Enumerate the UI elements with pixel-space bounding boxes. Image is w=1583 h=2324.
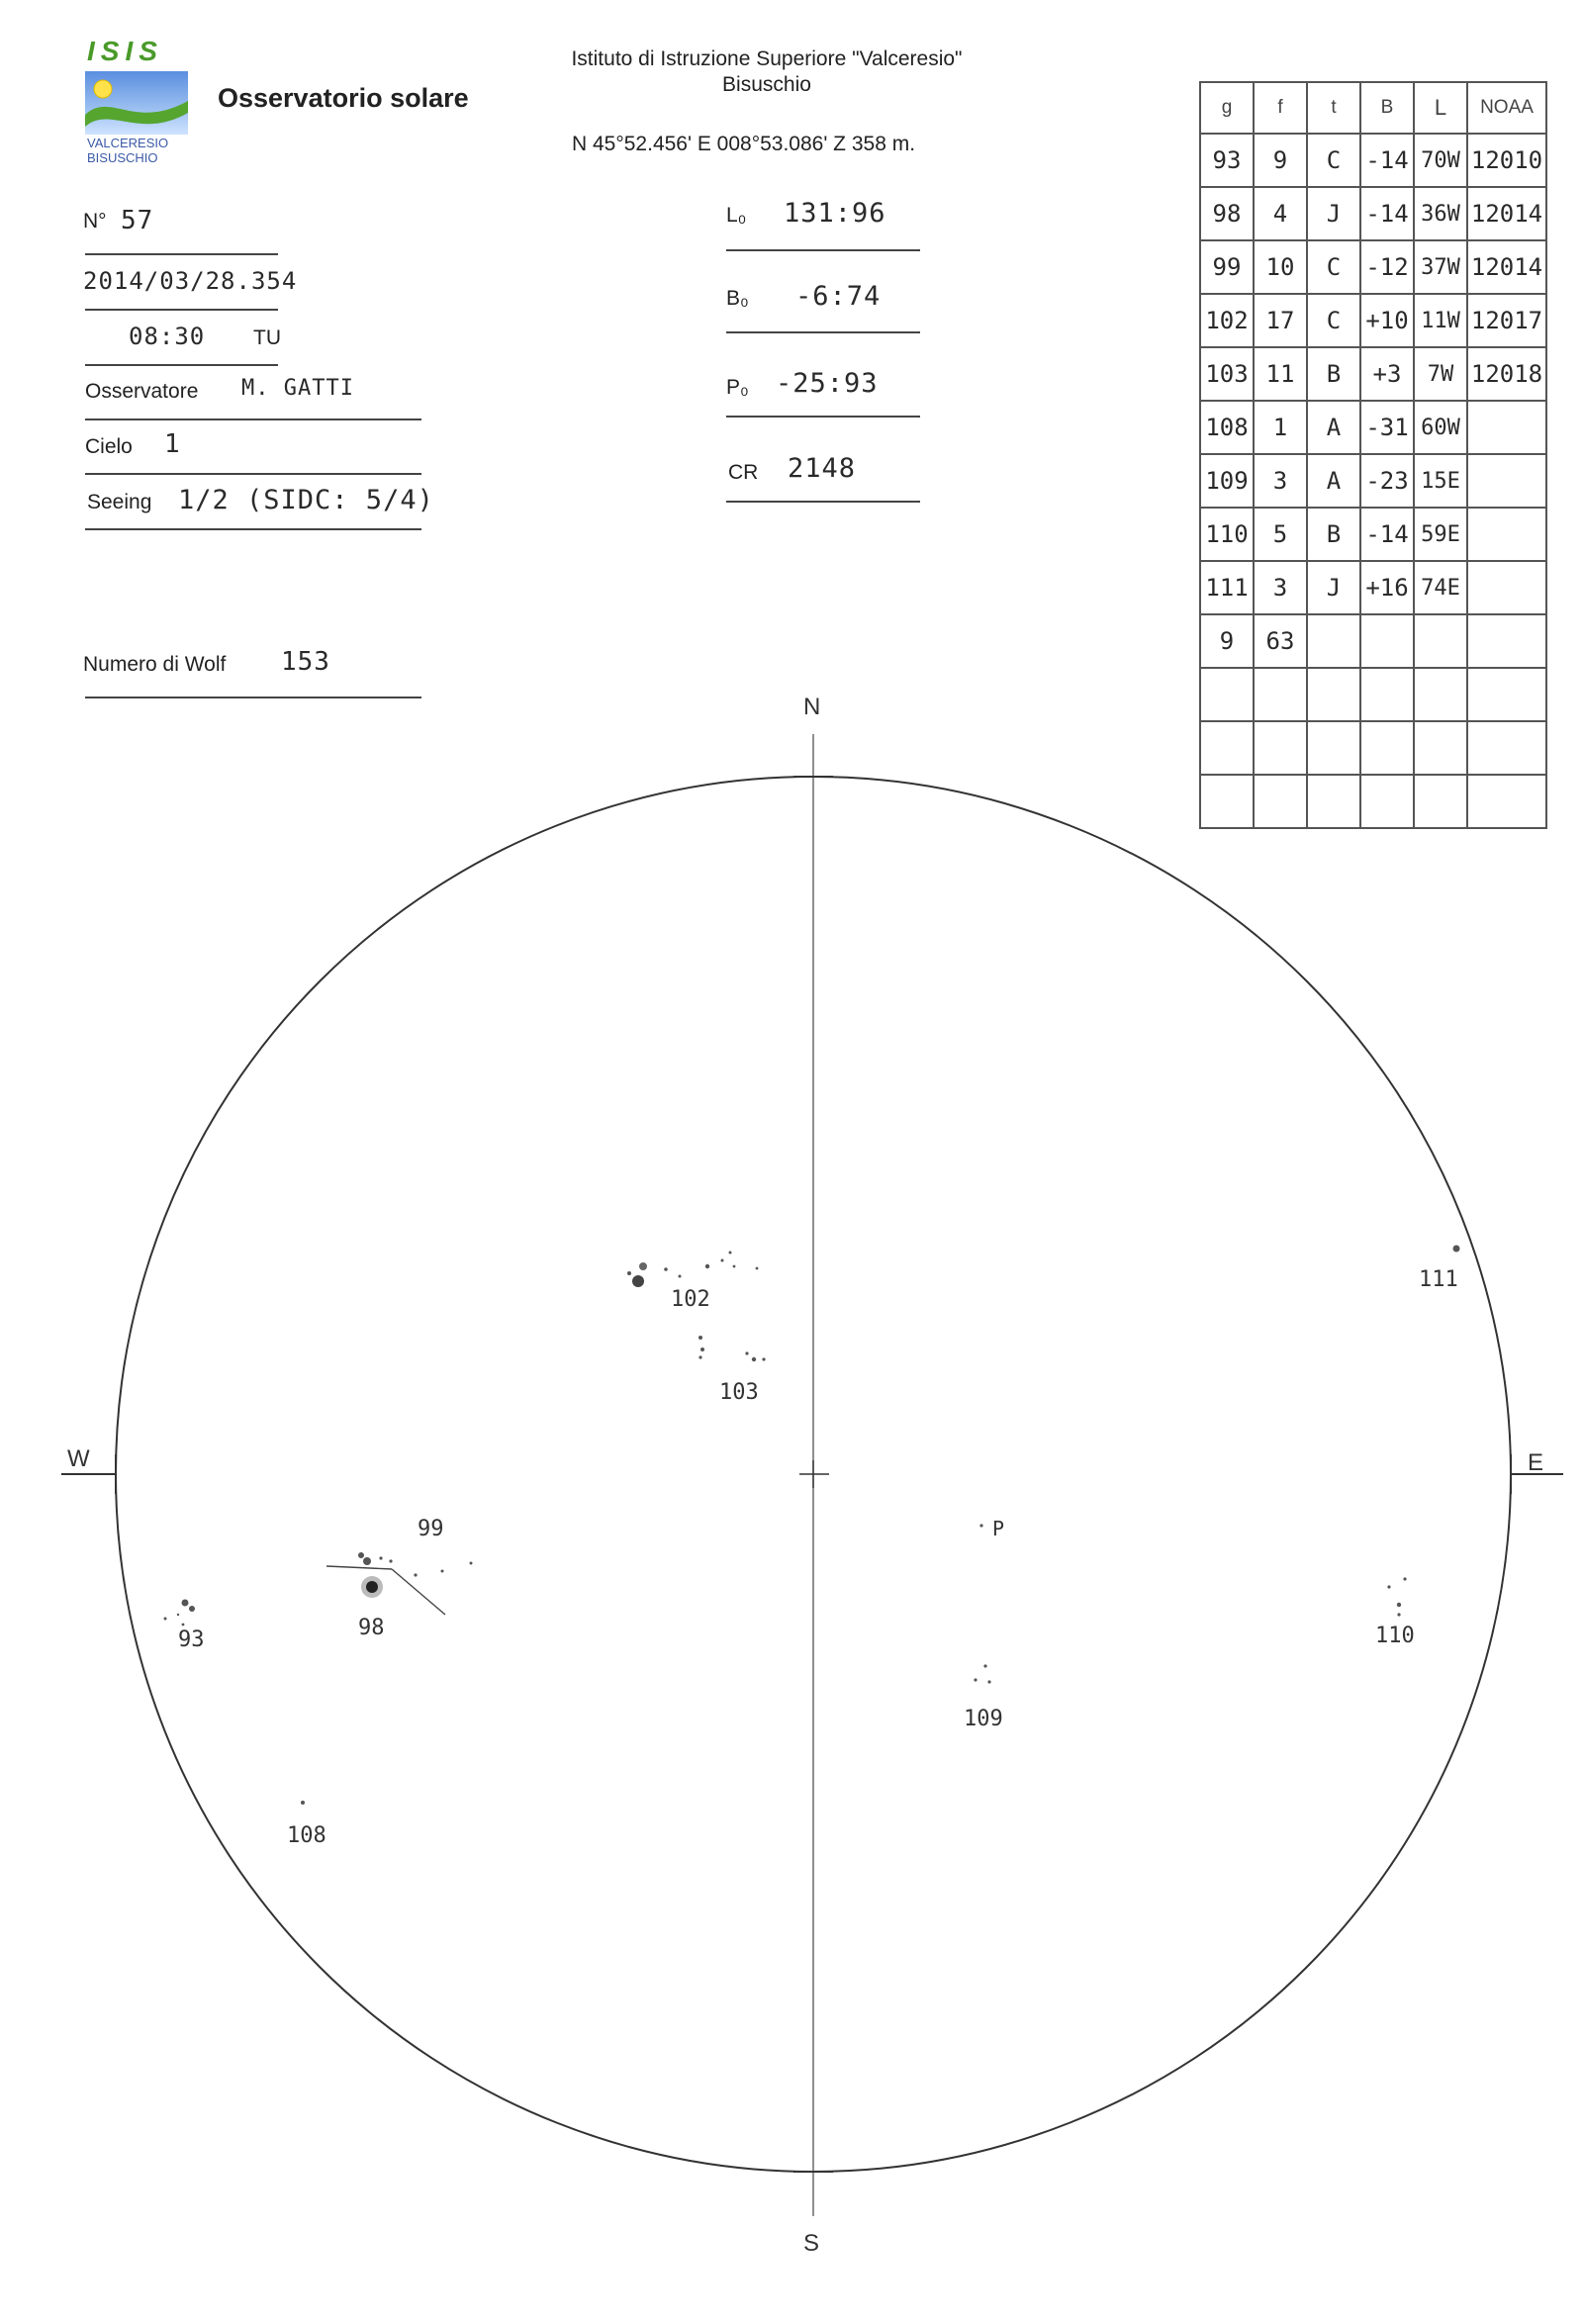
p0-label: P₀ [726, 376, 749, 399]
table-header-row-cell-3: B [1360, 82, 1414, 134]
table-row-cell-5: 12017 [1467, 294, 1546, 347]
observer-label: Osservatore [85, 380, 199, 403]
sunspot-group-99 [358, 1552, 473, 1577]
south-label: S [803, 2230, 820, 2257]
table-row-cell-0: 93 [1200, 134, 1254, 187]
sunspot-group-98 [326, 1566, 445, 1615]
time-unit: TU [253, 326, 281, 349]
sunspot-group-111 [1453, 1246, 1460, 1253]
table-row-cell-3: -23 [1360, 454, 1414, 508]
table-row-cell-1: 11 [1254, 347, 1307, 401]
table-row-cell-4: 60W [1414, 401, 1467, 454]
seeing-value: 1/2 (SIDC: 5/4) [178, 485, 434, 515]
table-header-row-cell-0: g [1200, 82, 1254, 134]
table-row-cell-5: 12014 [1467, 240, 1546, 294]
school-town: Bisuschio [722, 73, 811, 96]
table-row-cell-4: 7W [1414, 347, 1467, 401]
table-row-cell-0: 110 [1200, 508, 1254, 561]
table-row-cell-0: 111 [1200, 561, 1254, 614]
p0-value: -25:93 [776, 368, 879, 399]
wolf-label: Numero di Wolf [83, 653, 227, 676]
table-row-cell-3: -14 [1360, 187, 1414, 240]
time-value: 08:30 [129, 323, 206, 350]
sky-label: Cielo [85, 435, 133, 458]
table-row-cell-2: J [1307, 561, 1360, 614]
table-row-cell-1: 3 [1254, 561, 1307, 614]
table-row-cell-4: 74E [1414, 561, 1467, 614]
north-label: N [803, 694, 821, 720]
table-row-cell-1: 1 [1254, 401, 1307, 454]
table-row-cell-4: 36W [1414, 187, 1467, 240]
table-row-cell-5: 12014 [1467, 187, 1546, 240]
logo-subtitle-2: BISUSCHIO [87, 150, 158, 165]
table-header-row-cell-4: L [1414, 82, 1467, 134]
sky-value: 1 [164, 429, 181, 459]
sunspot-group-102 [627, 1252, 758, 1288]
table-row-cell-0: 102 [1200, 294, 1254, 347]
table-row-cell-1: 5 [1254, 508, 1307, 561]
table-row-cell-4: 59E [1414, 508, 1467, 561]
number-label: N° [83, 210, 107, 232]
sunspot-group-93 [164, 1600, 196, 1627]
table-row-cell-2: A [1307, 401, 1360, 454]
table-row-cell-3: -14 [1360, 508, 1414, 561]
b0-value: -6:74 [795, 281, 882, 312]
observatory-title: Osservatorio solare [218, 83, 469, 113]
cr-value: 2148 [788, 453, 857, 484]
group-label-98: 98 [358, 1616, 385, 1640]
table-row-cell-0: 103 [1200, 347, 1254, 401]
b0-label: B₀ [726, 287, 749, 310]
school-name: Istituto di Istruzione Superiore "Valceresio" [571, 47, 963, 70]
table-row-cell-4: 15E [1414, 454, 1467, 508]
group-label-111: 111 [1419, 1267, 1458, 1292]
table-row-cell-5: 12018 [1467, 347, 1546, 401]
table-header-row-cell-5: NOAA [1467, 82, 1546, 134]
west-label: W [67, 1445, 90, 1472]
table-row-cell-1: 4 [1254, 187, 1307, 240]
pole-dot [979, 1524, 982, 1527]
table-row-cell-4: 37W [1414, 240, 1467, 294]
wolf-value: 153 [281, 647, 330, 677]
table-row-cell-2: J [1307, 187, 1360, 240]
table-row-cell-2: B [1307, 347, 1360, 401]
group-label-102: 102 [671, 1287, 710, 1312]
group-label-103: 103 [719, 1380, 759, 1405]
sunspot-group-110 [1387, 1577, 1406, 1616]
group-label-99: 99 [418, 1517, 444, 1541]
group-label-108: 108 [287, 1823, 326, 1848]
table-row-cell-3: +16 [1360, 561, 1414, 614]
table-row-cell-2: C [1307, 134, 1360, 187]
date-value: 2014/03/28.354 [83, 267, 298, 295]
table-row-cell-2: B [1307, 508, 1360, 561]
group-label-110: 110 [1375, 1624, 1415, 1648]
l0-label: L₀ [726, 204, 747, 227]
table-row-cell-3: -14 [1360, 134, 1414, 187]
table-row-cell-1: 9 [1254, 134, 1307, 187]
table-row-cell-3: +3 [1360, 347, 1414, 401]
table-row-cell-1: 10 [1254, 240, 1307, 294]
table-row-cell-4: 11W [1414, 294, 1467, 347]
site-coordinates: N 45°52.456' E 008°53.086' Z 358 m. [572, 133, 916, 155]
table-totals-row-cell-1: 63 [1254, 614, 1307, 668]
l0-value: 131:96 [784, 198, 886, 229]
table-row-cell-2: A [1307, 454, 1360, 508]
table-row-cell-0: 99 [1200, 240, 1254, 294]
logo-subtitle-1: VALCERESIO [87, 136, 169, 150]
number-value: 57 [121, 206, 154, 235]
table-row-cell-0: 98 [1200, 187, 1254, 240]
table-row-cell-0: 108 [1200, 401, 1254, 454]
table-row-cell-0: 109 [1200, 454, 1254, 508]
observer-value: M. GATTI [241, 376, 354, 401]
logo-text: ISIS [87, 36, 163, 66]
table-row-cell-3: -31 [1360, 401, 1414, 454]
table-header-row-cell-1: f [1254, 82, 1307, 134]
seeing-label: Seeing [87, 491, 152, 513]
table-row-cell-1: 3 [1254, 454, 1307, 508]
table-row-cell-1: 17 [1254, 294, 1307, 347]
east-label: E [1528, 1449, 1544, 1476]
sunspot-group-108 [301, 1801, 305, 1805]
pole-label: P [992, 1517, 1005, 1540]
table-row-cell-4: 70W [1414, 134, 1467, 187]
sunspot-group-109 [974, 1664, 990, 1683]
group-label-109: 109 [964, 1707, 1003, 1731]
table-row-cell-3: +10 [1360, 294, 1414, 347]
table-header-row-cell-2: t [1307, 82, 1360, 134]
table-row-cell-5: 12010 [1467, 134, 1546, 187]
table-totals-row-cell-0: 9 [1200, 614, 1254, 668]
cr-label: CR [728, 461, 759, 484]
table-row-cell-3: -12 [1360, 240, 1414, 294]
sunspot-group-103 [698, 1336, 766, 1361]
table-row-cell-2: C [1307, 240, 1360, 294]
group-label-93: 93 [178, 1627, 205, 1652]
table-row-cell-2: C [1307, 294, 1360, 347]
